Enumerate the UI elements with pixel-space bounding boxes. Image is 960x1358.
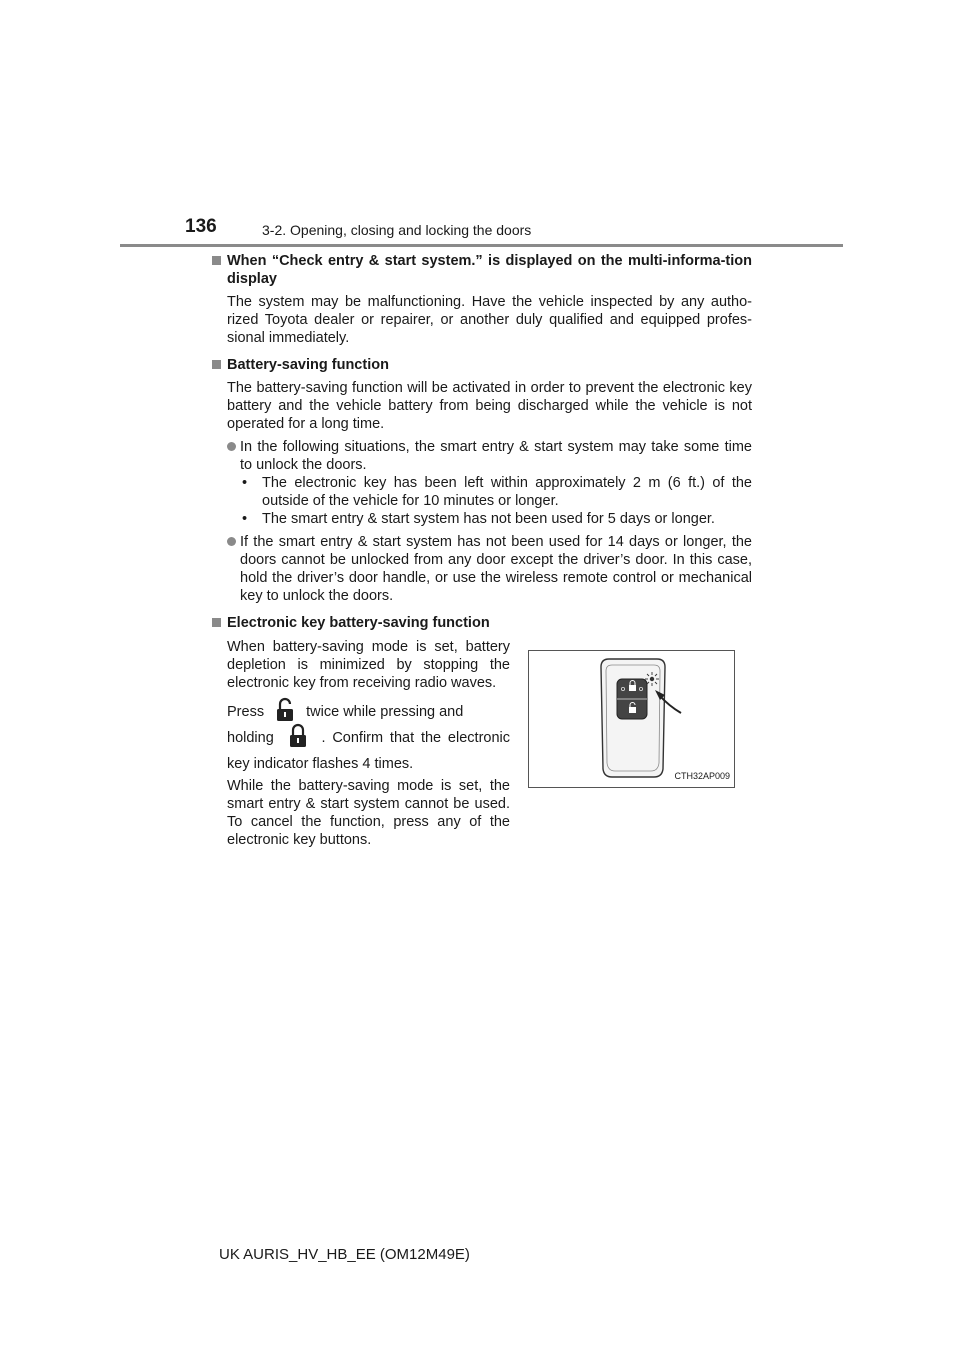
electronic-key-section — [212, 614, 752, 849]
document-footer: UK AURIS_HV_HB_EE (OM12M49E) — [219, 1246, 470, 1263]
battery-saving-bullet-1: In the following situations, the smart entry & start system may take some time to unlock the doors. — [212, 438, 752, 474]
heading-square-icon — [212, 360, 221, 369]
check-entry-body: The system may be malfunctioning. Have the vehicle inspected by any autho-rized Toyota dealer or repairer, or another duly qualified and equipped profes-sional immediately. — [227, 294, 752, 346]
electronic-key-figure — [528, 650, 735, 788]
battery-saving-sub-1: • The electronic key has been left within approximately 2 m (6 ft.) of the outside of the vehicle for 10 minutes or longer. — [242, 475, 752, 509]
check-entry-heading: When “Check entry & start system.” is displayed on the multi-informa-tion display — [212, 252, 752, 288]
heading-square-icon — [212, 618, 221, 627]
check-entry-section — [212, 252, 752, 347]
page-number: 136 — [185, 216, 217, 237]
battery-saving-sub-2: • The smart entry & start system has not been used for 5 days or longer. — [242, 511, 715, 527]
electronic-key-p2: Press twice while pressing and holding . Confirm that the electronic key indicator flashes 4 times. — [227, 699, 510, 777]
battery-saving-heading: Battery-saving function — [212, 356, 752, 374]
heading-square-icon — [212, 256, 221, 265]
figure-code: CTH32AP009 — [674, 771, 730, 781]
bullet-dot-icon — [227, 442, 236, 451]
electronic-key-p3: While the battery-saving mode is set, the smart entry & start system cannot be used. To cancel the function, press any of the electronic key buttons. — [227, 778, 510, 848]
bullet-dot-icon — [227, 537, 236, 546]
electronic-key-content — [212, 638, 752, 849]
battery-saving-body: The battery-saving function will be activated in order to prevent the electronic key battery and the vehicle battery from being discharged while the vehicle is not operated for a long time. — [227, 380, 752, 432]
battery-saving-bullet-2: If the smart entry & start system has not been used for 14 days or longer, the doors cannot be unlocked from any door except the driver’s door. In this case, hold the driver’s door handle, or use the wireless remote control or mechanical key to unlock the doors. — [212, 533, 752, 605]
page-content — [212, 252, 752, 856]
lock-icon — [285, 723, 311, 749]
unlock-icon — [272, 697, 298, 723]
section-header: 3-2. Opening, closing and locking the doors — [262, 222, 532, 238]
electronic-key-text — [212, 638, 510, 849]
sub-bullet-marker: • — [242, 475, 248, 491]
battery-saving-section — [212, 356, 752, 605]
header-rule — [120, 244, 843, 247]
electronic-key-p1: When battery-saving mode is set, battery depletion is minimized by stopping the electronic key from receiving radio waves. — [227, 639, 510, 691]
electronic-key-heading: Electronic key battery-saving function — [212, 614, 752, 632]
sub-bullet-marker: • — [242, 511, 248, 527]
